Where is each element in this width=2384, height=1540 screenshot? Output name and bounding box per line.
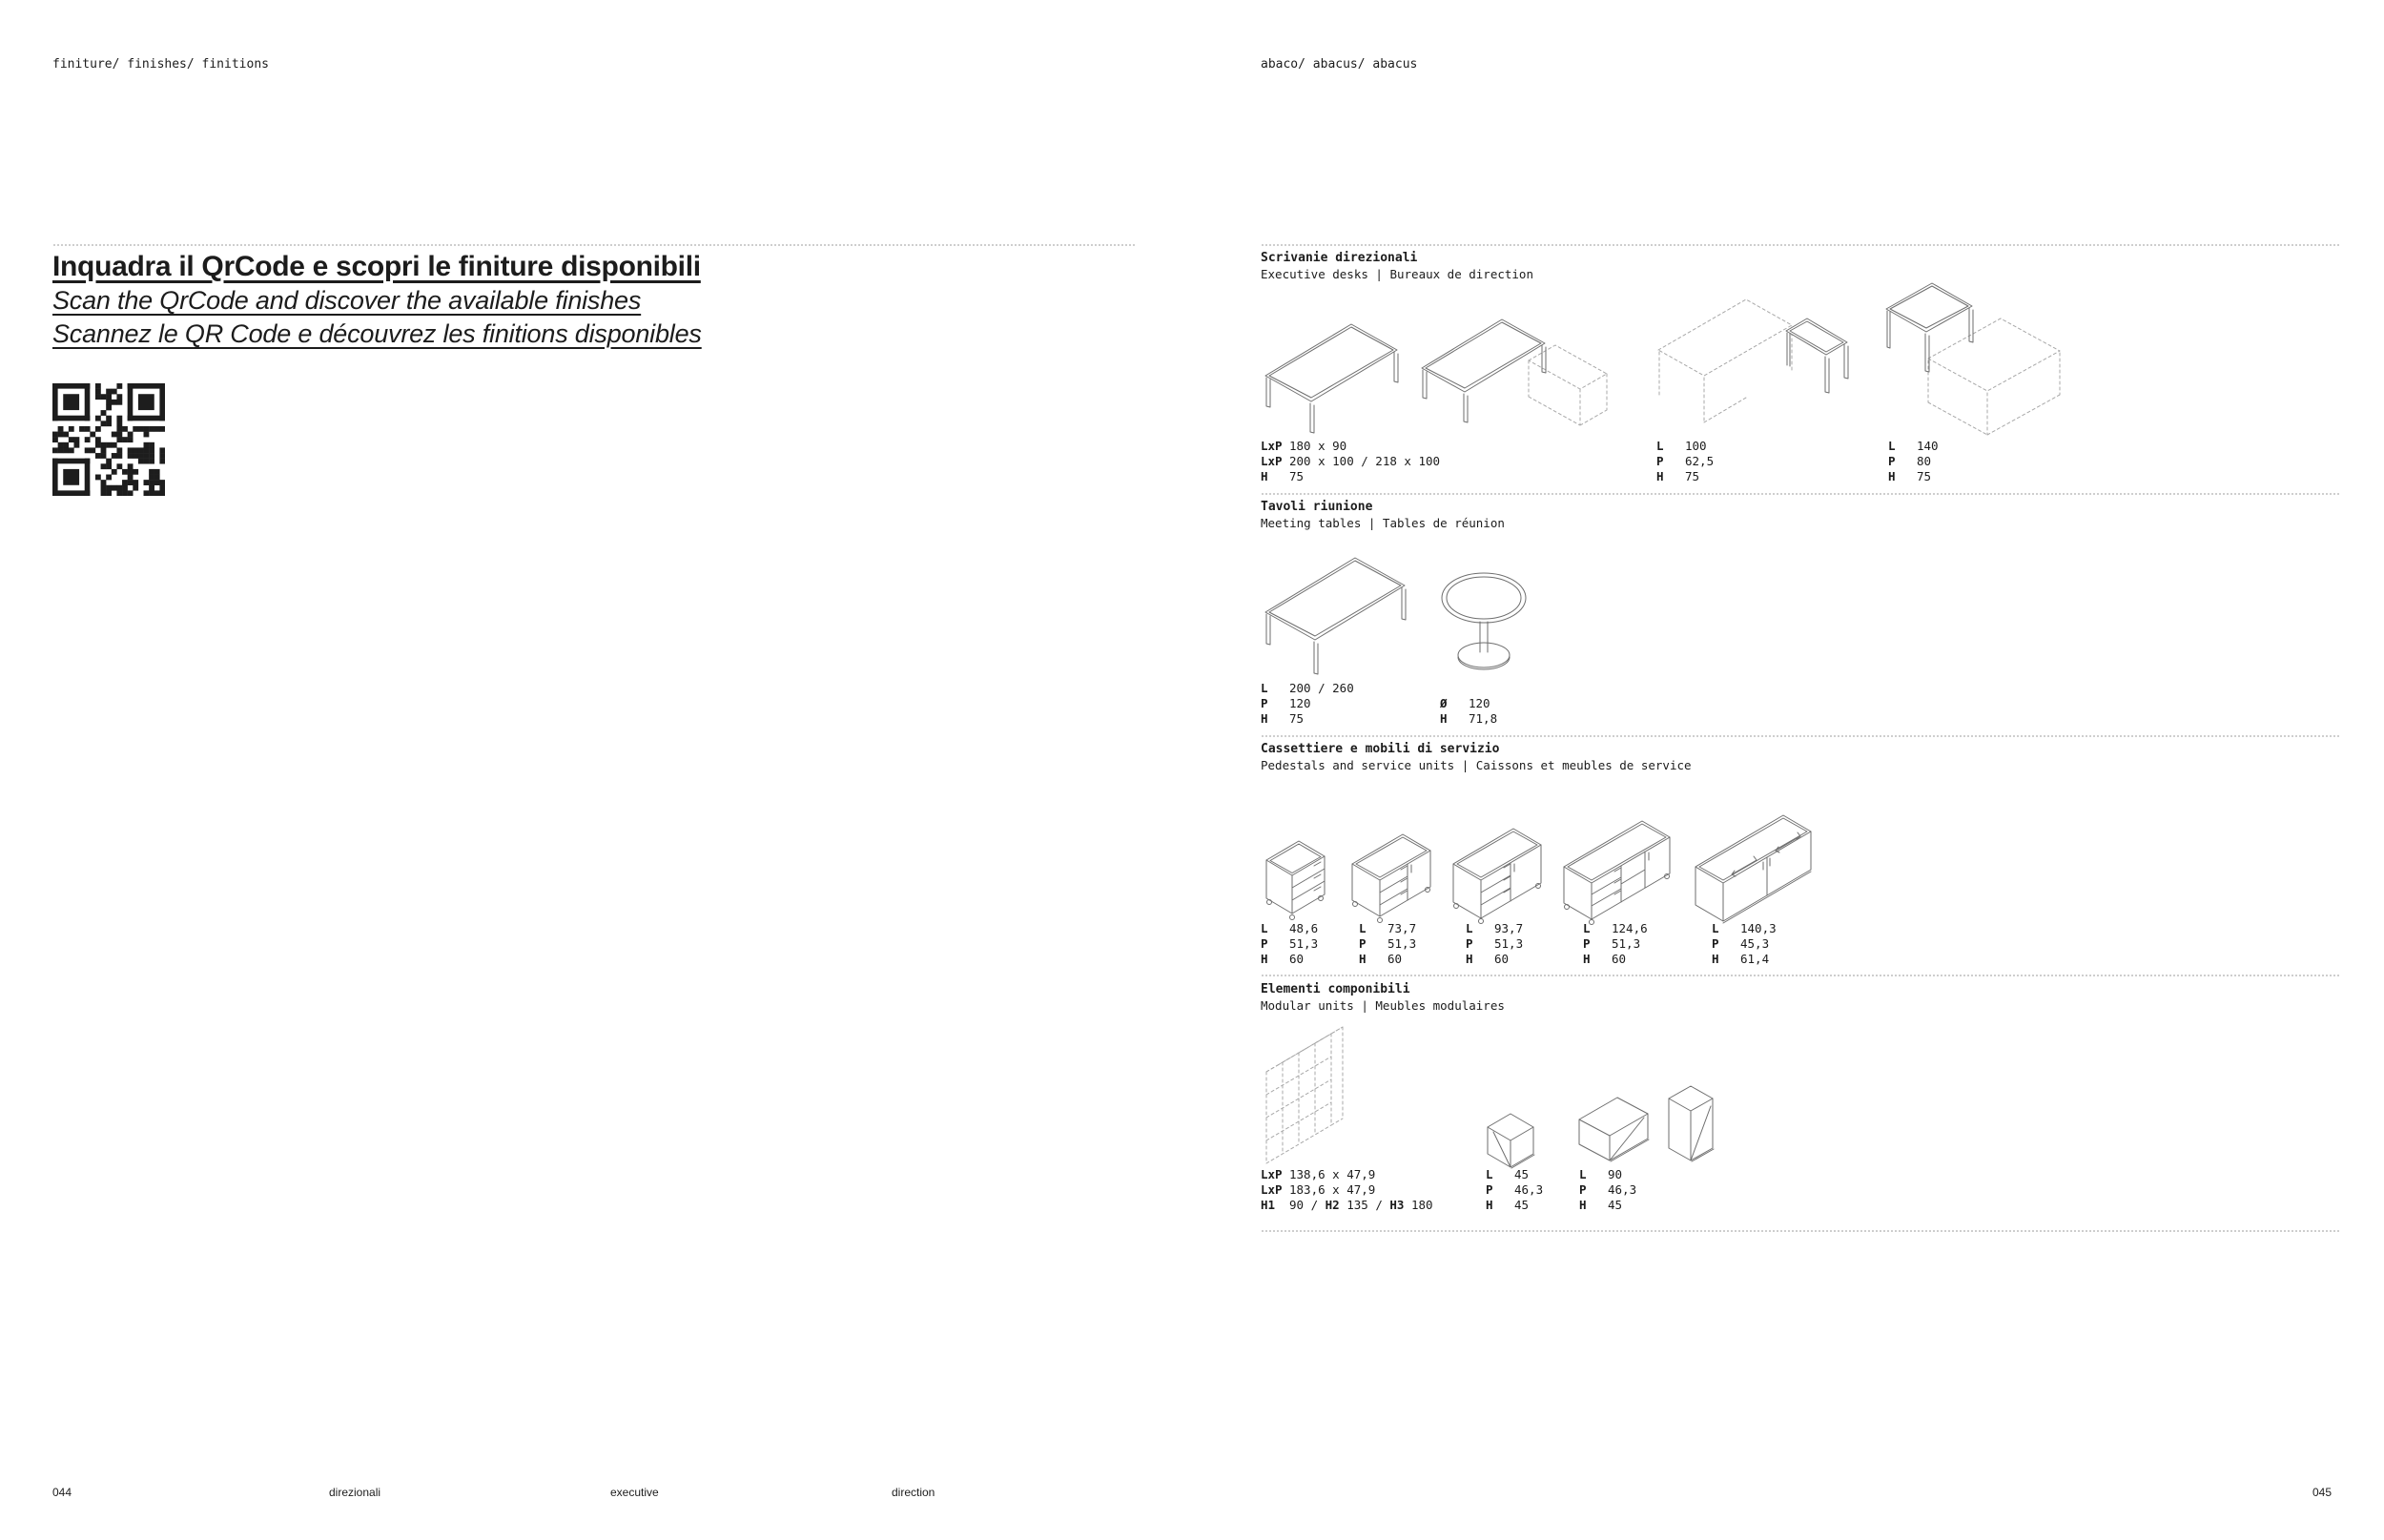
divider-sec3 bbox=[1261, 735, 2341, 737]
dimension-row: LxP 138,6 x 47,9 bbox=[1261, 1167, 1376, 1181]
spec-block bbox=[1583, 921, 1648, 967]
footer-item-executive: executive bbox=[610, 1486, 659, 1499]
dimension-row: P 120 bbox=[1261, 696, 1311, 710]
page-number-right: 045 bbox=[2312, 1486, 2332, 1499]
running-head-left: finiture/ finishes/ finitions bbox=[52, 57, 269, 72]
headline-french: Scannez le QR Code e découvrez les finitions disponibles bbox=[52, 319, 702, 348]
dimension-row: L 45 bbox=[1486, 1167, 1530, 1181]
spec-block bbox=[1579, 1167, 1636, 1213]
dimension-row: P 80 bbox=[1888, 454, 1932, 468]
dimension-row: H 75 bbox=[1261, 469, 1305, 483]
dimension-row: H 75 bbox=[1656, 469, 1700, 483]
section-subtitle: Pedestals and service units | Caissons et meubles de service bbox=[1261, 758, 1692, 772]
qr-code-icon bbox=[52, 383, 165, 496]
divider-sec4-end bbox=[1261, 1230, 2341, 1232]
spec-block bbox=[1486, 1167, 1543, 1213]
divider-left-top bbox=[52, 244, 1135, 246]
round-table-illustration bbox=[1438, 568, 1530, 675]
desk-with-credenza-illustration bbox=[1418, 301, 1613, 437]
dimension-row: LxP 183,6 x 47,9 bbox=[1261, 1182, 1376, 1197]
section-title: Tavoli riunione bbox=[1261, 500, 1373, 514]
dimension-row: Ø 120 bbox=[1440, 696, 1490, 710]
dimension-row: H 75 bbox=[1261, 711, 1305, 726]
spec-block bbox=[1466, 921, 1523, 967]
dimension-row: L 48,6 bbox=[1261, 921, 1319, 935]
spec-block bbox=[1261, 681, 1354, 727]
dimension-row: H 75 bbox=[1888, 469, 1932, 483]
running-head-right: abaco/ abacus/ abacus bbox=[1261, 57, 1418, 72]
page-number-left: 044 bbox=[52, 1486, 72, 1499]
dimension-row: P 46,3 bbox=[1486, 1182, 1544, 1197]
dimension-row: LxP 180 x 90 bbox=[1261, 439, 1347, 453]
cube-unit-illustration bbox=[1482, 1110, 1541, 1171]
divider-sec4 bbox=[1261, 975, 2341, 976]
dimension-row: L 124,6 bbox=[1583, 921, 1648, 935]
headline-italian: Inquadra il QrCode e scopri le finiture disponibili bbox=[52, 251, 701, 282]
dimension-row: H 45 bbox=[1486, 1198, 1530, 1212]
desk-corner-dashed-illustration bbox=[1879, 280, 2067, 441]
sliding-door-credenza-illustration bbox=[1690, 807, 1846, 925]
spec-block bbox=[1440, 696, 1497, 727]
spec-block bbox=[1712, 921, 1777, 967]
spec-block bbox=[1359, 921, 1416, 967]
dimension-row: H 60 bbox=[1466, 952, 1510, 966]
spec-block bbox=[1888, 439, 1939, 484]
dimension-row: LxP 200 x 100 / 218 x 100 bbox=[1261, 454, 1441, 468]
desk-return-dashed-illustration bbox=[1653, 289, 1850, 441]
dimension-row: H 60 bbox=[1261, 952, 1305, 966]
dimension-row: P 45,3 bbox=[1712, 936, 1770, 951]
dimension-row: L 140,3 bbox=[1712, 921, 1777, 935]
section-title: Elementi componibili bbox=[1261, 982, 1410, 996]
dimension-row: H 60 bbox=[1583, 952, 1627, 966]
dimension-row: P 51,3 bbox=[1261, 936, 1319, 951]
modular-grid-dashed-illustration bbox=[1261, 1026, 1367, 1173]
dimension-row: P 51,3 bbox=[1359, 936, 1417, 951]
pedestal-3-drawer-illustration bbox=[1261, 833, 1348, 923]
spec-block bbox=[1261, 921, 1318, 967]
dimension-row: L 140 bbox=[1888, 439, 1939, 453]
divider-sec2 bbox=[1261, 493, 2341, 495]
dimension-row: L 73,7 bbox=[1359, 921, 1417, 935]
headline-english: Scan the QrCode and discover the available finishes bbox=[52, 286, 642, 315]
dimension-row: P 51,3 bbox=[1583, 936, 1641, 951]
dimension-row: H 71,8 bbox=[1440, 711, 1498, 726]
pedestal-drawers-door-illustration bbox=[1346, 826, 1455, 925]
dimension-row: P 46,3 bbox=[1579, 1182, 1637, 1197]
service-unit-drawers-door-illustration bbox=[1448, 820, 1570, 925]
spec-block bbox=[1261, 1167, 1433, 1213]
section-subtitle: Meeting tables | Tables de réunion bbox=[1261, 516, 1505, 530]
tall-box-unit-illustration bbox=[1663, 1081, 1720, 1169]
footer-item-direzionali: direzionali bbox=[329, 1486, 381, 1499]
credenza-shelf-illustration bbox=[1558, 812, 1705, 925]
dimension-row: H 61,4 bbox=[1712, 952, 1770, 966]
section-title: Cassettiere e mobili di servizio bbox=[1261, 742, 1500, 756]
spec-block bbox=[1261, 439, 1440, 484]
section-title: Scrivanie direzionali bbox=[1261, 251, 1418, 265]
dimension-row: P 62,5 bbox=[1656, 454, 1715, 468]
dimension-row: H 45 bbox=[1579, 1198, 1623, 1212]
footer-item-direction: direction bbox=[892, 1486, 935, 1499]
section-subtitle: Executive desks | Bureaux de direction bbox=[1261, 267, 1533, 281]
desk-illustration bbox=[1261, 305, 1404, 434]
dimension-row: L 93,7 bbox=[1466, 921, 1524, 935]
divider-sec1 bbox=[1261, 244, 2341, 246]
dimension-row: P 51,3 bbox=[1466, 936, 1524, 951]
section-subtitle: Modular units | Meubles modulaires bbox=[1261, 998, 1505, 1013]
dimension-row: H 60 bbox=[1359, 952, 1403, 966]
spec-block bbox=[1656, 439, 1714, 484]
dimension-row: L 90 bbox=[1579, 1167, 1623, 1181]
dimension-row: L 200 / 260 bbox=[1261, 681, 1354, 695]
qr-headline-block bbox=[52, 250, 702, 351]
wide-box-unit-illustration bbox=[1572, 1093, 1655, 1167]
dimension-row: H1 90 / H2 135 / H3 180 bbox=[1261, 1198, 1433, 1212]
meeting-table-illustration bbox=[1261, 544, 1411, 679]
dimension-row: L 100 bbox=[1656, 439, 1707, 453]
